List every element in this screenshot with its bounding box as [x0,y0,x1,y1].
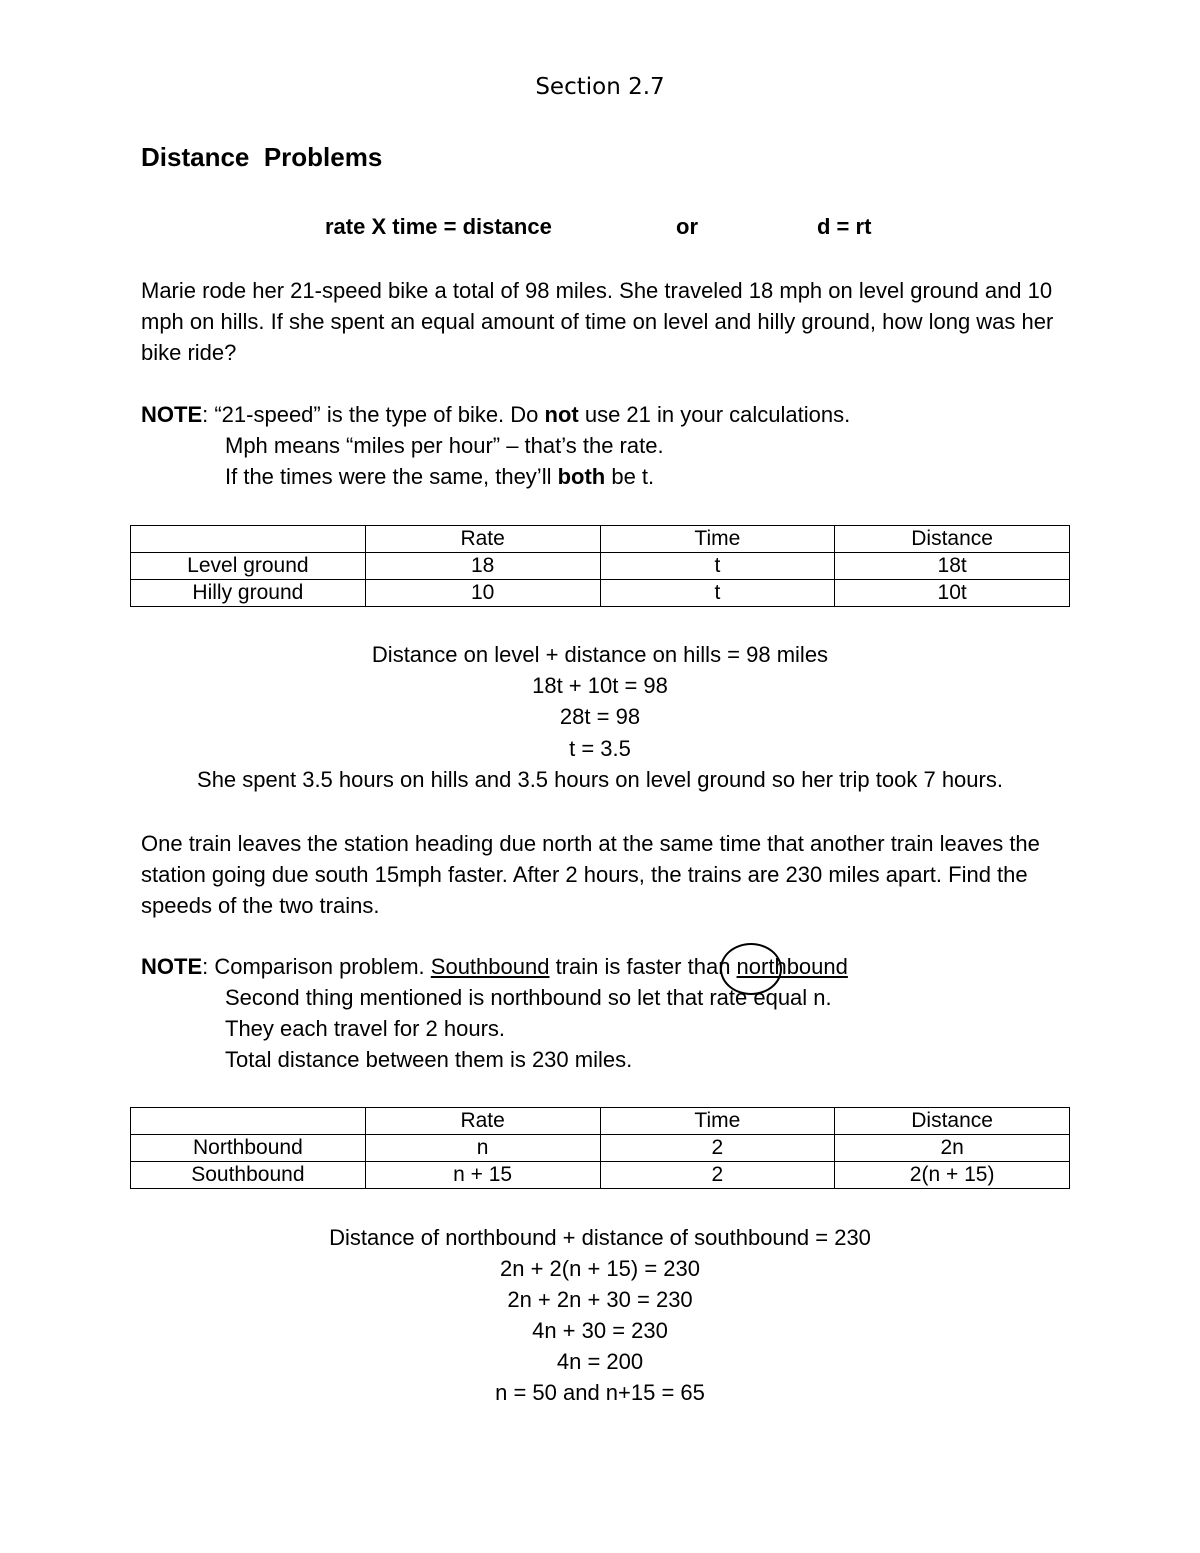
problem2-note-line4: Total distance between them is 230 miles. [225,1047,633,1072]
note-text: use 21 in your calculations. [578,402,851,427]
problem1-table [130,525,1070,607]
problem2-note-line2: Second thing mentioned is northbound so let that rate equal n. [225,985,832,1010]
section-header: Section 2.7 [535,74,665,100]
table-cell: 2 [600,1162,835,1189]
table-cell: 18t [835,553,1070,580]
table-row [131,1162,1070,1189]
problem1-solution-line: 18t + 10t = 98 [532,673,668,698]
table-cell: 10 [365,580,600,607]
note-text: : Comparison problem. [202,954,431,979]
table-cell: Level ground [131,553,366,580]
note-text: train is faster than [549,954,737,979]
problem2-solution-line: n = 50 and n+15 = 65 [495,1380,705,1405]
table-cell: Rate [365,1108,600,1135]
table-cell: t [600,580,835,607]
problem2-solution-line: 4n = 200 [556,1349,644,1374]
table-cell: 2(n + 15) [835,1162,1070,1189]
problem1-text: Marie rode her 21-speed bike a total of 98 miles. She traveled 18 mph on level ground and 10 mph on hills. If she spent an equal amount of time on level and hilly ground, how long was her bike ride? [141,278,1054,365]
note-emphasis: not [544,402,579,427]
problem2-table [130,1107,1070,1189]
table-cell: 2 [600,1135,835,1162]
table-header-row [131,1108,1070,1135]
table-cell: Time [600,1108,835,1135]
note-label: NOTE [141,402,203,427]
table-cell: Rate [365,526,600,553]
problem2-solution-line: 2n + 2(n + 15) = 230 [500,1256,700,1281]
table-row [131,1135,1070,1162]
table-cell: t [600,553,835,580]
table-cell [131,1108,366,1135]
formula-or: or [676,214,698,239]
note-label: NOTE [141,954,203,979]
formula-symbols: d = rt [817,214,872,239]
table-cell: 2n [835,1135,1070,1162]
table-cell: Southbound [131,1162,366,1189]
table-row [131,553,1070,580]
page-title: Distance Problems [141,142,383,172]
note-underlined: Southbound [430,954,550,979]
table-header-row [131,526,1070,553]
table-row [131,580,1070,607]
problem1-solution-line: t = 3.5 [569,736,631,761]
note-underlined: northbound [736,954,848,979]
problem1-solution-line: Distance on level + distance on hills = 98 miles [371,642,829,667]
table-cell: 18 [365,553,600,580]
table-cell: n + 15 [365,1162,600,1189]
note-text: If the times were the same, they’ll [225,464,558,489]
table-cell: 10t [835,580,1070,607]
problem1-solution-line: 28t = 98 [559,704,641,729]
problem2-solution-line: Distance of northbound + distance of southbound = 230 [329,1225,871,1250]
problem2-solution-line: 2n + 2n + 30 = 230 [507,1287,693,1312]
note-text: be t. [605,464,655,489]
problem1-note-line1 [141,399,850,430]
note-text: : “21-speed” is the type of bike. Do [202,402,545,427]
table-cell: Northbound [131,1135,366,1162]
formula-words: rate X time = distance [325,214,552,239]
table-cell: n [365,1135,600,1162]
table-cell: Hilly ground [131,580,366,607]
problem1-note-line3 [225,461,654,492]
table-cell: Distance [835,1108,1070,1135]
problem2-solution-line: 4n + 30 = 230 [532,1318,668,1343]
note-emphasis: both [557,464,606,489]
table-cell: Time [600,526,835,553]
problem1-note-line2: Mph means “miles per hour” – that’s the rate. [225,433,664,458]
problem2-text: One train leaves the station heading due north at the same time that another train leaves the station going due south 15mph faster. After 2 hours, the trains are 230 miles apart. Find the speeds of the two trains. [141,831,1040,918]
table-cell: Distance [835,526,1070,553]
table-cell [131,526,366,553]
problem2-note-line3: They each travel for 2 hours. [225,1016,506,1041]
problem1-conclusion: She spent 3.5 hours on hills and 3.5 hours on level ground so her trip took 7 hours. [197,767,1003,792]
